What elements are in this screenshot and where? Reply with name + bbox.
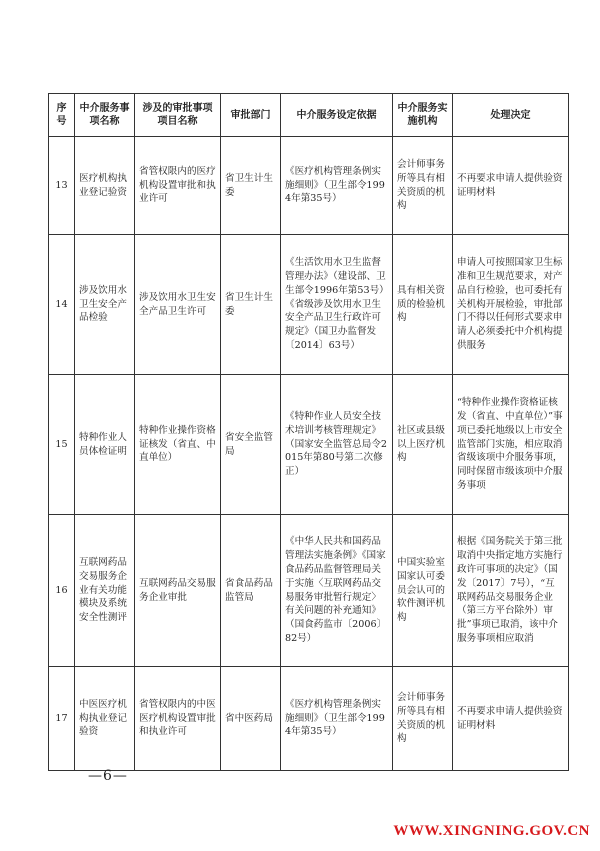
legal-basis: 《医疗机构管理条例实施细则》（卫生部令1994年第35号） [281, 667, 393, 771]
legal-basis: 《生活饮用水卫生监督管理办法》（建设部、卫生部令1996年第53号）《省级涉及饮用水卫生安全产品卫生行政许可规定》（国卫办监督发〔2014〕63号） [281, 235, 393, 375]
table-row [49, 375, 569, 515]
approval-item: 涉及饮用水卫生安全产品卫生许可 [135, 235, 221, 375]
approval-dept: 省卫生计生委 [221, 137, 281, 235]
legal-basis: 《特种作业人员安全技术培训考核管理规定》（国家安全监管总局令2015年第80号第二次修正） [281, 375, 393, 515]
table-row [49, 137, 569, 235]
table-row [49, 667, 569, 771]
legal-basis: 《中华人民共和国药品管理法实施条例》《国家食品药品监督管理局关于实施〈互联网药品交易服务审批暂行规定〉有关问题的补充通知》（国食药监市〔2006〕82号） [281, 515, 393, 667]
header-dept: 审批部门 [221, 94, 281, 137]
service-name: 特种作业人员体检证明 [75, 375, 135, 515]
header-approval: 涉及的审批事项项目名称 [135, 94, 221, 137]
approval-item: 省管权限内的中医医疗机构设置审批和执业许可 [135, 667, 221, 771]
row-number: 14 [49, 235, 75, 375]
page-number: —6— [88, 768, 128, 784]
table-header-row [49, 94, 569, 137]
service-name: 涉及饮用水卫生安全产品检验 [75, 235, 135, 375]
service-name: 中医医疗机构执业登记验资 [75, 667, 135, 771]
items-table [48, 93, 569, 771]
approval-item: 特种作业操作资格证核发（省直、中直单位） [135, 375, 221, 515]
header-decision: 处理决定 [453, 94, 569, 137]
decision: 根据《国务院关于第三批取消中央指定地方实施行政许可事项的决定》（国发〔2017〕7号），“互联网药品交易服务企业（第三方平台除外）审批”事项已取消，该中介服务事项相应取消 [453, 515, 569, 667]
table-row [49, 515, 569, 667]
row-number: 13 [49, 137, 75, 235]
service-agency: 会计师事务所等具有相关资质的机构 [393, 667, 453, 771]
header-basis: 中介服务设定依据 [281, 94, 393, 137]
service-agency: 具有相关资质的检验机构 [393, 235, 453, 375]
row-number: 17 [49, 667, 75, 771]
approval-dept: 省卫生计生委 [221, 235, 281, 375]
table-row [49, 235, 569, 375]
approval-dept: 省安全监管局 [221, 375, 281, 515]
row-number: 15 [49, 375, 75, 515]
approval-dept: 省中医药局 [221, 667, 281, 771]
decision: 不再要求申请人提供验资证明材料 [453, 667, 569, 771]
service-name: 互联网药品交易服务企业有关功能模块及系统安全性测评 [75, 515, 135, 667]
service-agency: 会计师事务所等具有相关资质的机构 [393, 137, 453, 235]
header-agency: 中介服务实施机构 [393, 94, 453, 137]
decision: 申请人可按照国家卫生标准和卫生规范要求，对产品自行检验，也可委托有关机构开展检验，审批部门不得以任何形式要求申请人必须委托中介机构提供服务 [453, 235, 569, 375]
approval-item: 互联网药品交易服务企业审批 [135, 515, 221, 667]
header-service: 中介服务事项名称 [75, 94, 135, 137]
service-agency: 社区或县级以上医疗机构 [393, 375, 453, 515]
service-agency: 中国实验室国家认可委员会认可的软件测评机构 [393, 515, 453, 667]
approval-item: 省管权限内的医疗机构设置审批和执业许可 [135, 137, 221, 235]
site-watermark: WWW.XINGNING.GOV.CN [393, 823, 590, 839]
header-num: 序号 [49, 94, 75, 137]
approval-dept: 省食品药品监管局 [221, 515, 281, 667]
decision: 不再要求申请人提供验资证明材料 [453, 137, 569, 235]
service-name: 医疗机构执业登记验资 [75, 137, 135, 235]
row-number: 16 [49, 515, 75, 667]
decision: “特种作业操作资格证核发（省直、中直单位）”事项已委托地级以上市安全监管部门实施，相应取消省级该项中介服务事项，同时保留市级该项中介服务事项 [453, 375, 569, 515]
legal-basis: 《医疗机构管理条例实施细则》（卫生部令1994年第35号） [281, 137, 393, 235]
